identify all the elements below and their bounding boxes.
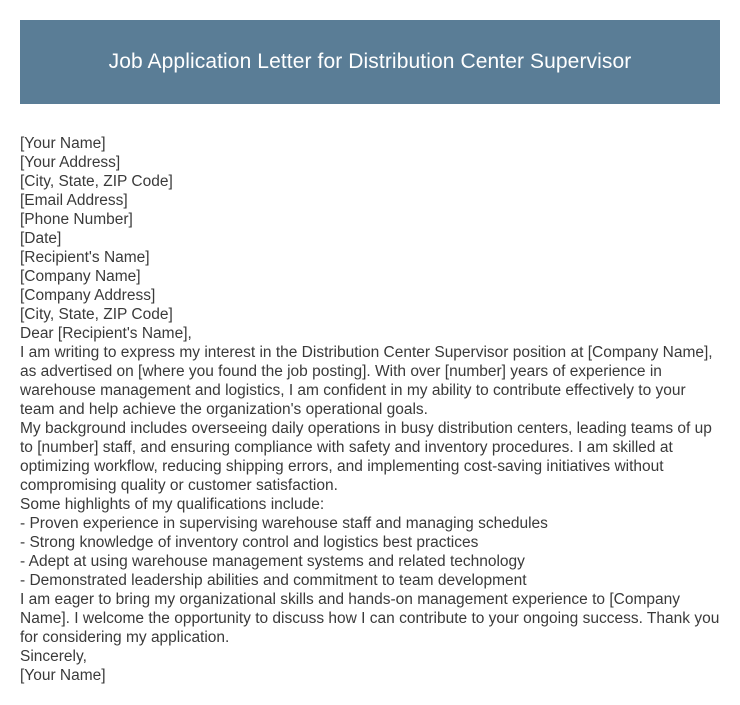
highlight-item: - Adept at using warehouse management systems and related technology	[20, 553, 525, 570]
page-title: Job Application Letter for Distribution Center Supervisor	[108, 50, 632, 73]
highlights-intro: Some highlights of my qualifications include:	[20, 496, 325, 513]
recipient-company-address: [Company Address]	[20, 287, 156, 304]
sender-name: [Your Name]	[20, 135, 106, 152]
highlight-item: - Proven experience in supervising warehouse staff and managing schedules	[20, 515, 548, 532]
highlight-item: - Strong knowledge of inventory control and logistics best practices	[20, 534, 479, 551]
highlights-list	[20, 514, 722, 590]
title-banner	[20, 20, 720, 104]
closing-paragraph: I am eager to bring my organizational skills and hands-on management experience to [Company Name]. I welcome the opportunity to discuss how I can contribute to your ongoing success. Thank you for considering my application.	[20, 591, 720, 646]
sender-email: [Email Address]	[20, 192, 128, 209]
highlight-item: - Demonstrated leadership abilities and commitment to team development	[20, 572, 527, 589]
sender-address: [Your Address]	[20, 154, 121, 171]
recipient-company: [Company Name]	[20, 268, 141, 285]
sender-city-state-zip: [City, State, ZIP Code]	[20, 173, 173, 190]
sender-phone: [Phone Number]	[20, 211, 133, 228]
signature-name: [Your Name]	[20, 667, 106, 684]
sender-block	[20, 134, 722, 229]
recipient-city-state-zip: [City, State, ZIP Code]	[20, 306, 173, 323]
letter-body	[20, 134, 722, 685]
recipient-block	[20, 248, 722, 324]
sign-off: Sincerely,	[20, 648, 87, 665]
letter-date: [Date]	[20, 230, 62, 247]
body-paragraph-background: My background includes overseeing daily operations in busy distribution centers, leading teams of up to [number] staff, and ensuring compliance with safety and inventory procedures. I am skilled at optimizing workflow, reducing shipping errors, and implementing cost-saving initiatives without compromising quality or customer satisfaction.	[20, 420, 712, 494]
recipient-name: [Recipient's Name]	[20, 249, 150, 266]
body-paragraph-intro: I am writing to express my interest in the Distribution Center Supervisor position at [Company Name], as advertised on [where you found the job posting]. With over [number] years of experience in warehouse management and logistics, I am confident in my ability to contribute effectively to your team and help achieve the organization's operational goals.	[20, 344, 713, 418]
salutation: Dear [Recipient's Name],	[20, 325, 192, 342]
